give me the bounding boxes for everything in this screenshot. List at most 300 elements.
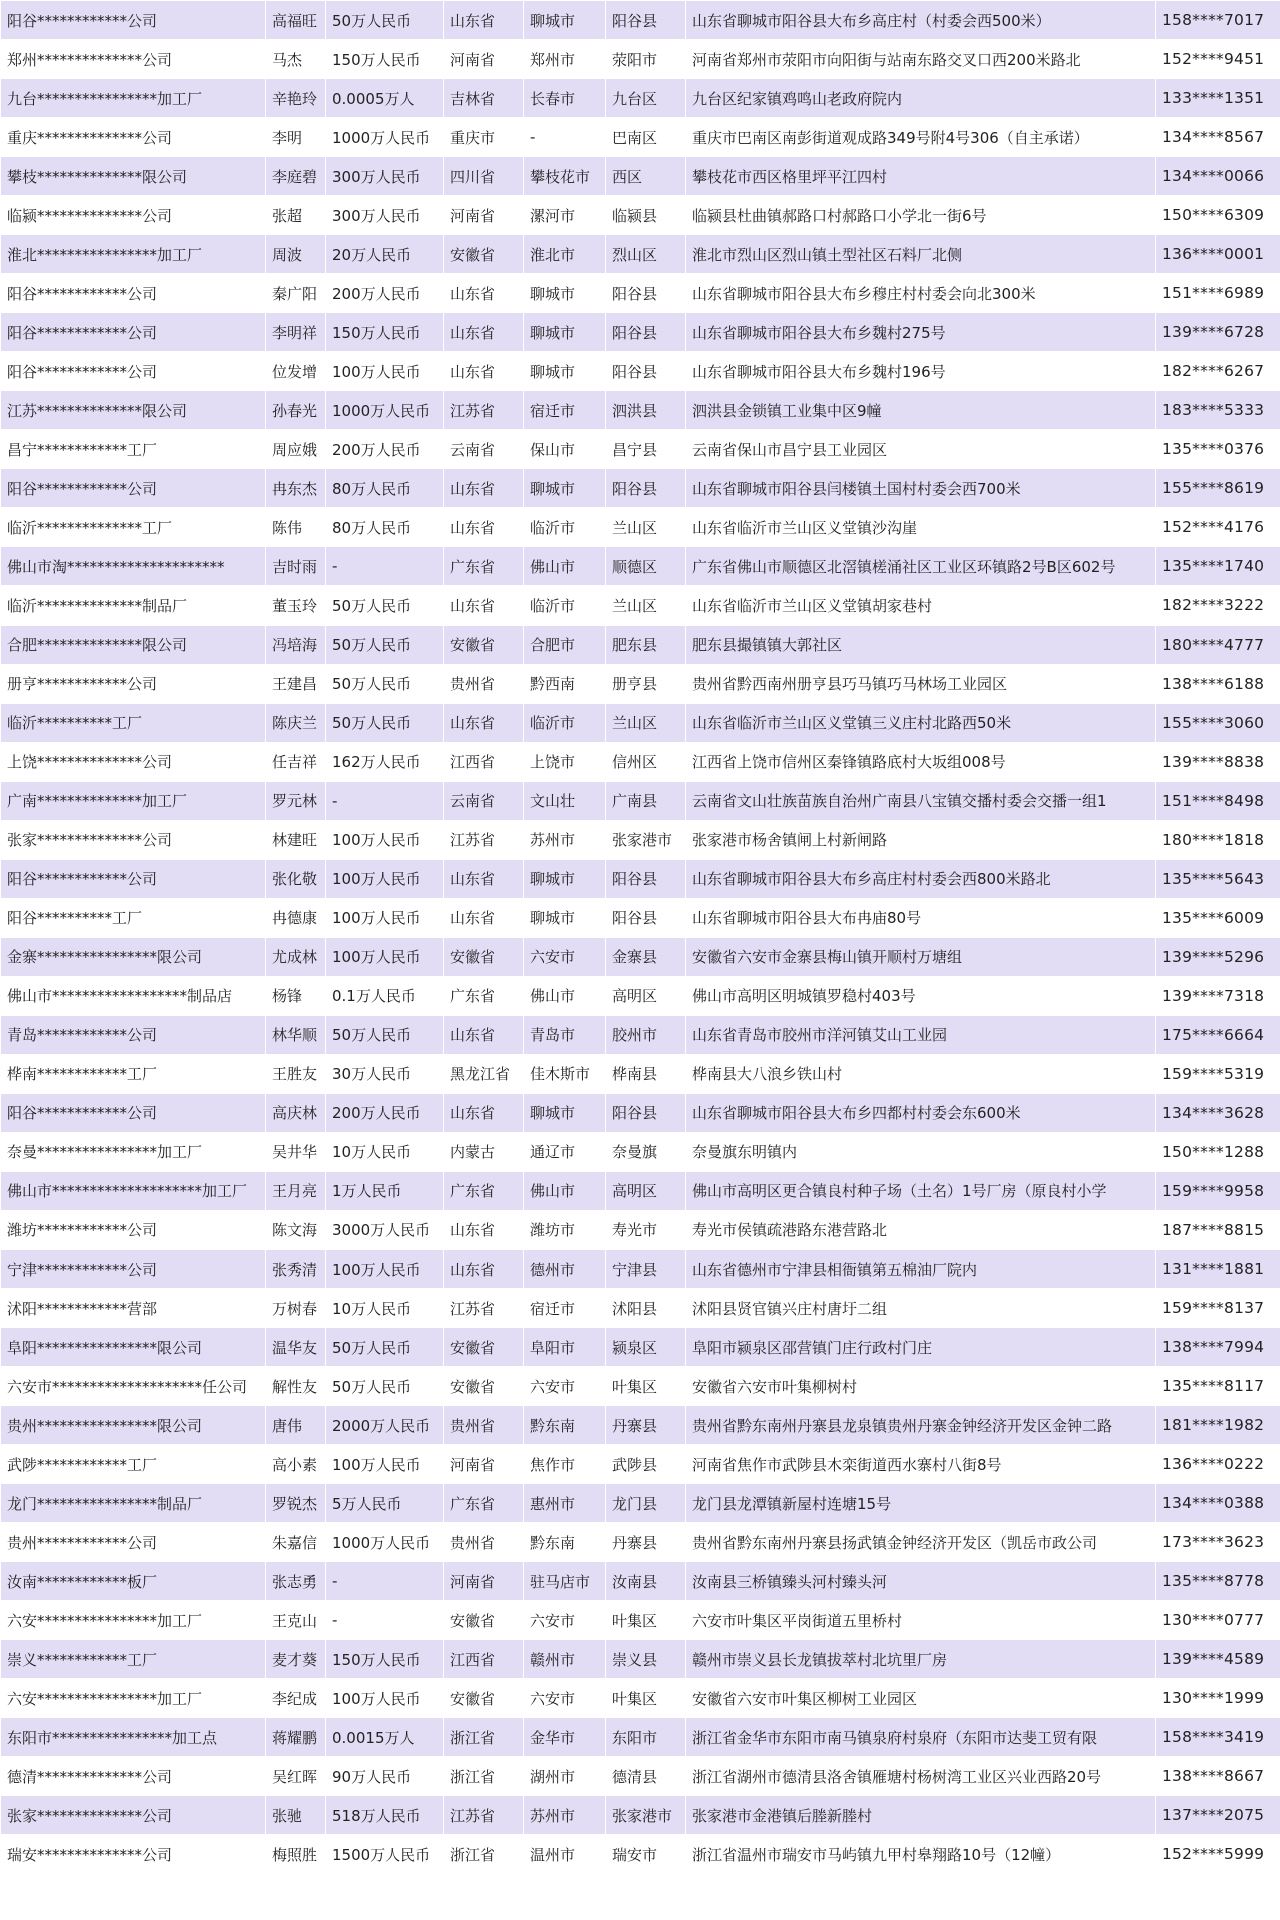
province-cell: 江西省 [444,742,524,781]
registered-capital-cell: - [326,547,444,586]
address-cell: 山东省临沂市兰山区义堂镇三义庄村北路西50米 [686,703,1156,742]
province-cell: 山东省 [444,313,524,352]
company-name-cell: 瑞安**************公司 [1,1835,266,1874]
address-cell: 广东省佛山市顺德区北滘镇槎涌社区工业区环镇路2号B区602号 [686,547,1156,586]
city-cell: 赣州市 [524,1640,606,1679]
district-cell: 高明区 [606,1171,686,1210]
phone-cell: 158****3419 [1156,1718,1280,1757]
registered-capital-cell: 30万人民币 [326,1054,444,1093]
city-cell: 聊城市 [524,469,606,508]
province-cell: 四川省 [444,157,524,196]
province-cell: 山东省 [444,1093,524,1132]
phone-cell: 139****6728 [1156,313,1280,352]
contact-name-cell: 万树春 [266,1289,326,1328]
city-cell: 攀枝花市 [524,157,606,196]
registered-capital-cell: 100万人民币 [326,859,444,898]
company-name-cell: 临沂**********工厂 [1,703,266,742]
address-cell: 山东省聊城市阳谷县大布乡穆庄村村委会向北300米 [686,274,1156,313]
company-name-cell: 潍坊************公司 [1,1210,266,1249]
table-row [1,235,1280,274]
company-name-cell: 阳谷************公司 [1,859,266,898]
table-row [1,1210,1280,1249]
phone-cell: 134****3628 [1156,1093,1280,1132]
registered-capital-cell: 100万人民币 [326,1679,444,1718]
company-name-cell: 金寨****************限公司 [1,937,266,976]
registered-capital-cell: 0.0015万人 [326,1718,444,1757]
city-cell: 佛山市 [524,976,606,1015]
registered-capital-cell: - [326,1562,444,1601]
contact-name-cell: 尤成林 [266,937,326,976]
company-name-cell: 重庆**************公司 [1,118,266,157]
registered-capital-cell: 50万人民币 [326,625,444,664]
phone-cell: 139****4589 [1156,1640,1280,1679]
city-cell: 文山壮 [524,781,606,820]
district-cell: 阳谷县 [606,859,686,898]
contact-name-cell: 麦才葵 [266,1640,326,1679]
contact-name-cell: 吉时雨 [266,547,326,586]
address-cell: 河南省焦作市武陟县木栾街道西水寨村八街8号 [686,1445,1156,1484]
table-row [1,430,1280,469]
district-cell: 叶集区 [606,1367,686,1406]
province-cell: 云南省 [444,781,524,820]
province-cell: 山东省 [444,859,524,898]
contact-name-cell: 陈文海 [266,1210,326,1249]
city-cell: 湖州市 [524,1757,606,1796]
address-cell: 贵州省黔西南州册亨县巧马镇巧马林场工业园区 [686,664,1156,703]
contact-name-cell: 张驰 [266,1796,326,1835]
company-name-cell: 张家**************公司 [1,820,266,859]
district-cell: 崇义县 [606,1640,686,1679]
phone-cell: 173****3623 [1156,1523,1280,1562]
registered-capital-cell: 80万人民币 [326,508,444,547]
district-cell: 桦南县 [606,1054,686,1093]
phone-cell: 150****1288 [1156,1132,1280,1171]
company-name-cell: 崇义************工厂 [1,1640,266,1679]
contact-name-cell: 任吉祥 [266,742,326,781]
contact-name-cell: 李明祥 [266,313,326,352]
city-cell: 六安市 [524,937,606,976]
contact-name-cell: 朱嘉信 [266,1523,326,1562]
city-cell: 阜阳市 [524,1328,606,1367]
company-name-cell: 沭阳************营部 [1,1289,266,1328]
company-name-cell: 阳谷************公司 [1,469,266,508]
phone-cell: 131****1881 [1156,1250,1280,1289]
company-name-cell: 合肥**************限公司 [1,625,266,664]
table-row [1,703,1280,742]
company-name-cell: 昌宁************工厂 [1,430,266,469]
company-name-cell: 德清**************公司 [1,1757,266,1796]
table-row [1,781,1280,820]
address-cell: 阜阳市颍泉区邵营镇门庄行政村门庄 [686,1328,1156,1367]
company-name-cell: 贵州************公司 [1,1523,266,1562]
table-row [1,313,1280,352]
city-cell: 聊城市 [524,898,606,937]
registered-capital-cell: 150万人民币 [326,40,444,79]
address-cell: 山东省临沂市兰山区义堂镇胡家巷村 [686,586,1156,625]
address-cell: 浙江省温州市瑞安市马屿镇九甲村皋翔路10号（12幢） [686,1835,1156,1874]
province-cell: 安徽省 [444,1601,524,1640]
contact-name-cell: 张秀清 [266,1250,326,1289]
table-row [1,1523,1280,1562]
district-cell: 阳谷县 [606,1,686,40]
city-cell: 黔西南 [524,664,606,703]
city-cell: 聊城市 [524,859,606,898]
phone-cell: 155****8619 [1156,469,1280,508]
contact-name-cell: 王胜友 [266,1054,326,1093]
contact-name-cell: 吴井华 [266,1132,326,1171]
province-cell: 安徽省 [444,1367,524,1406]
registered-capital-cell: 1000万人民币 [326,1523,444,1562]
address-cell: 佛山市高明区明城镇罗稳村403号 [686,976,1156,1015]
contact-name-cell: 孙春光 [266,391,326,430]
phone-cell: 159****5319 [1156,1054,1280,1093]
registered-capital-cell: 1万人民币 [326,1171,444,1210]
contact-name-cell: 冉德康 [266,898,326,937]
address-cell: 攀枝花市西区格里坪平江四村 [686,157,1156,196]
district-cell: 高明区 [606,976,686,1015]
company-name-cell: 桦南************工厂 [1,1054,266,1093]
address-cell: 安徽省六安市叶集柳树村 [686,1367,1156,1406]
table-row [1,1054,1280,1093]
province-cell: 山东省 [444,586,524,625]
contact-name-cell: 唐伟 [266,1406,326,1445]
district-cell: 丹寨县 [606,1406,686,1445]
registered-capital-cell: 100万人民币 [326,1250,444,1289]
district-cell: 阳谷县 [606,1093,686,1132]
district-cell: 颍泉区 [606,1328,686,1367]
registered-capital-cell: 0.1万人民币 [326,976,444,1015]
address-cell: 山东省聊城市阳谷县大布乡魏村275号 [686,313,1156,352]
contact-name-cell: 高福旺 [266,1,326,40]
district-cell: 临颍县 [606,196,686,235]
company-name-cell: 阳谷************公司 [1,352,266,391]
registered-capital-cell: 5万人民币 [326,1484,444,1523]
city-cell: 黔东南 [524,1406,606,1445]
phone-cell: 183****5333 [1156,391,1280,430]
address-cell: 临颍县杜曲镇郝路口村郝路口小学北一街6号 [686,196,1156,235]
city-cell: 聊城市 [524,352,606,391]
district-cell: 张家港市 [606,820,686,859]
table-row [1,664,1280,703]
company-name-cell: 佛山市******************制品店 [1,976,266,1015]
city-cell: 聊城市 [524,274,606,313]
city-cell: 惠州市 [524,1484,606,1523]
city-cell: 佛山市 [524,1171,606,1210]
city-cell: 黔东南 [524,1523,606,1562]
company-name-cell: 九台****************加工厂 [1,79,266,118]
address-cell: 龙门县龙潭镇新屋村连塘15号 [686,1484,1156,1523]
contact-name-cell: 陈庆兰 [266,703,326,742]
phone-cell: 159****8137 [1156,1289,1280,1328]
company-name-cell: 阜阳****************限公司 [1,1328,266,1367]
address-cell: 肥东县撮镇镇大郭社区 [686,625,1156,664]
province-cell: 贵州省 [444,664,524,703]
table-row [1,1328,1280,1367]
phone-cell: 187****8815 [1156,1210,1280,1249]
registered-capital-cell: 10万人民币 [326,1132,444,1171]
district-cell: 德清县 [606,1757,686,1796]
company-name-cell: 佛山市淘********************* [1,547,266,586]
table-row [1,508,1280,547]
table-row [1,391,1280,430]
address-cell: 贵州省黔东南州丹寨县扬武镇金钟经济开发区（凯岳市政公司 [686,1523,1156,1562]
contact-name-cell: 位发增 [266,352,326,391]
district-cell: 金寨县 [606,937,686,976]
table-row [1,157,1280,196]
address-cell: 山东省聊城市阳谷县大布冉庙80号 [686,898,1156,937]
district-cell: 泗洪县 [606,391,686,430]
city-cell: 聊城市 [524,313,606,352]
table-row [1,1250,1280,1289]
phone-cell: 150****6309 [1156,196,1280,235]
province-cell: 山东省 [444,703,524,742]
district-cell: 奈曼旗 [606,1132,686,1171]
company-name-cell: 攀枝**************限公司 [1,157,266,196]
contact-name-cell: 冉东杰 [266,469,326,508]
registered-capital-cell: - [326,781,444,820]
city-cell: 长春市 [524,79,606,118]
registered-capital-cell: 50万人民币 [326,1328,444,1367]
city-cell: 合肥市 [524,625,606,664]
table-row [1,1289,1280,1328]
province-cell: 浙江省 [444,1757,524,1796]
contact-name-cell: 杨锋 [266,976,326,1015]
district-cell: 叶集区 [606,1679,686,1718]
province-cell: 山东省 [444,274,524,313]
province-cell: 江苏省 [444,1289,524,1328]
province-cell: 安徽省 [444,1679,524,1718]
registered-capital-cell: 10万人民币 [326,1289,444,1328]
phone-cell: 130****0777 [1156,1601,1280,1640]
company-name-cell: 青岛************公司 [1,1015,266,1054]
district-cell: 兰山区 [606,508,686,547]
phone-cell: 134****8567 [1156,118,1280,157]
table-row [1,1406,1280,1445]
address-cell: 浙江省金华市东阳市南马镇泉府村泉府（东阳市达斐工贸有限 [686,1718,1156,1757]
registered-capital-cell: 3000万人民币 [326,1210,444,1249]
contact-name-cell: 王建昌 [266,664,326,703]
city-cell: 温州市 [524,1835,606,1874]
city-cell: 青岛市 [524,1015,606,1054]
city-cell: 聊城市 [524,1093,606,1132]
registered-capital-cell: 1500万人民币 [326,1835,444,1874]
contact-name-cell: 冯培海 [266,625,326,664]
phone-cell: 136****0001 [1156,235,1280,274]
city-cell: 临沂市 [524,508,606,547]
company-name-cell: 江苏**************限公司 [1,391,266,430]
table-row [1,1171,1280,1210]
address-cell: 沭阳县贤官镇兴庄村唐圩二组 [686,1289,1156,1328]
table-row [1,118,1280,157]
registered-capital-cell: 300万人民币 [326,196,444,235]
province-cell: 浙江省 [444,1718,524,1757]
table-body [1,1,1280,1875]
city-cell: 通辽市 [524,1132,606,1171]
contact-name-cell: 周应娥 [266,430,326,469]
phone-cell: 134****0388 [1156,1484,1280,1523]
district-cell: 叶集区 [606,1601,686,1640]
table-row [1,976,1280,1015]
province-cell: 山东省 [444,1015,524,1054]
contact-name-cell: 周波 [266,235,326,274]
contact-name-cell: 林华顺 [266,1015,326,1054]
table-row [1,937,1280,976]
address-cell: 张家港市金港镇后塍新塍村 [686,1796,1156,1835]
city-cell: 六安市 [524,1601,606,1640]
table-row [1,625,1280,664]
company-name-cell: 奈曼****************加工厂 [1,1132,266,1171]
address-cell: 安徽省六安市叶集区柳树工业园区 [686,1679,1156,1718]
phone-cell: 135****0376 [1156,430,1280,469]
company-name-cell: 淮北****************加工厂 [1,235,266,274]
registered-capital-cell: 162万人民币 [326,742,444,781]
district-cell: 九台区 [606,79,686,118]
phone-cell: 139****7318 [1156,976,1280,1015]
table-row [1,1132,1280,1171]
phone-cell: 135****8117 [1156,1367,1280,1406]
district-cell: 东阳市 [606,1718,686,1757]
contact-name-cell: 张化敬 [266,859,326,898]
address-cell: 贵州省黔东南州丹寨县龙泉镇贵州丹寨金钟经济开发区金钟二路 [686,1406,1156,1445]
city-cell: 德州市 [524,1250,606,1289]
address-cell: 泗洪县金锁镇工业集中区9幢 [686,391,1156,430]
district-cell: 巴南区 [606,118,686,157]
province-cell: 山东省 [444,898,524,937]
address-cell: 张家港市杨舍镇闸上村新闸路 [686,820,1156,859]
phone-cell: 130****1999 [1156,1679,1280,1718]
district-cell: 兰山区 [606,586,686,625]
registered-capital-cell: 100万人民币 [326,937,444,976]
province-cell: 安徽省 [444,1328,524,1367]
registered-capital-cell: 200万人民币 [326,274,444,313]
address-cell: 浙江省湖州市德清县洛舍镇雁塘村杨树湾工业区兴业西路20号 [686,1757,1156,1796]
contact-name-cell: 高庆林 [266,1093,326,1132]
registered-capital-cell: 200万人民币 [326,1093,444,1132]
province-cell: 山东省 [444,1250,524,1289]
city-cell: 焦作市 [524,1445,606,1484]
district-cell: 阳谷县 [606,352,686,391]
company-name-cell: 贵州****************限公司 [1,1406,266,1445]
province-cell: 浙江省 [444,1835,524,1874]
city-cell: 郑州市 [524,40,606,79]
city-cell: 聊城市 [524,1,606,40]
address-cell: 山东省聊城市阳谷县闫楼镇土国村村委会西700米 [686,469,1156,508]
contact-name-cell: 董玉玲 [266,586,326,625]
company-name-cell: 阳谷************公司 [1,313,266,352]
phone-cell: 180****4777 [1156,625,1280,664]
table-row [1,274,1280,313]
province-cell: 重庆市 [444,118,524,157]
address-cell: 河南省郑州市荥阳市向阳街与站南东路交叉口西200米路北 [686,40,1156,79]
phone-cell: 136****0222 [1156,1445,1280,1484]
phone-cell: 137****2075 [1156,1796,1280,1835]
district-cell: 肥东县 [606,625,686,664]
registered-capital-cell: 80万人民币 [326,469,444,508]
company-name-cell: 阳谷**********工厂 [1,898,266,937]
district-cell: 信州区 [606,742,686,781]
district-cell: 沭阳县 [606,1289,686,1328]
address-cell: 九台区纪家镇鸡鸣山老政府院内 [686,79,1156,118]
city-cell: 佛山市 [524,547,606,586]
province-cell: 内蒙古 [444,1132,524,1171]
city-cell: 驻马店市 [524,1562,606,1601]
company-name-cell: 阳谷************公司 [1,1093,266,1132]
contact-name-cell: 辛艳玲 [266,79,326,118]
registered-capital-cell: 50万人民币 [326,703,444,742]
city-cell: 金华市 [524,1718,606,1757]
address-cell: 山东省聊城市阳谷县大布乡魏村196号 [686,352,1156,391]
province-cell: 云南省 [444,430,524,469]
province-cell: 河南省 [444,40,524,79]
district-cell: 瑞安市 [606,1835,686,1874]
district-cell: 兰山区 [606,703,686,742]
city-cell: 临沂市 [524,586,606,625]
company-name-cell: 六安市********************任公司 [1,1367,266,1406]
company-name-cell: 龙门****************制品厂 [1,1484,266,1523]
contact-name-cell: 高小素 [266,1445,326,1484]
phone-cell: 135****1740 [1156,547,1280,586]
city-cell: - [524,118,606,157]
phone-cell: 151****6989 [1156,274,1280,313]
registered-capital-cell: 50万人民币 [326,1367,444,1406]
address-cell: 云南省文山壮族苗族自治州广南县八宝镇交播村委会交播一组1 [686,781,1156,820]
company-name-cell: 上饶**************公司 [1,742,266,781]
contact-name-cell: 李纪成 [266,1679,326,1718]
phone-cell: 135****6009 [1156,898,1280,937]
province-cell: 山东省 [444,1,524,40]
registered-capital-cell: 1000万人民币 [326,118,444,157]
table-row [1,196,1280,235]
table-row [1,859,1280,898]
contact-name-cell: 梅照胜 [266,1835,326,1874]
address-cell: 山东省德州市宁津县相衙镇第五棉油厂院内 [686,1250,1156,1289]
registered-capital-cell: 20万人民币 [326,235,444,274]
registered-capital-cell: 50万人民币 [326,664,444,703]
contact-name-cell: 马杰 [266,40,326,79]
table-row [1,1093,1280,1132]
district-cell: 阳谷县 [606,313,686,352]
district-cell: 荥阳市 [606,40,686,79]
registered-capital-cell: 150万人民币 [326,1640,444,1679]
address-cell: 山东省临沂市兰山区义堂镇沙沟崖 [686,508,1156,547]
address-cell: 云南省保山市昌宁县工业园区 [686,430,1156,469]
registered-capital-cell: 50万人民币 [326,1015,444,1054]
phone-cell: 135****8778 [1156,1562,1280,1601]
table-row [1,1796,1280,1835]
company-name-cell: 宁津************公司 [1,1250,266,1289]
registered-capital-cell: 100万人民币 [326,1445,444,1484]
contact-name-cell: 解性友 [266,1367,326,1406]
registered-capital-cell: - [326,1601,444,1640]
company-name-cell: 阳谷************公司 [1,1,266,40]
table-row [1,1562,1280,1601]
company-name-cell: 临沂**************工厂 [1,508,266,547]
city-cell: 佳木斯市 [524,1054,606,1093]
phone-cell: 181****1982 [1156,1406,1280,1445]
address-cell: 江西省上饶市信州区秦锋镇路底村大坂组008号 [686,742,1156,781]
registered-capital-cell: 0.0005万人 [326,79,444,118]
address-cell: 桦南县大八浪乡铁山村 [686,1054,1156,1093]
province-cell: 河南省 [444,196,524,235]
phone-cell: 138****7994 [1156,1328,1280,1367]
city-cell: 淮北市 [524,235,606,274]
district-cell: 武陟县 [606,1445,686,1484]
table-row [1,40,1280,79]
province-cell: 江苏省 [444,1796,524,1835]
registered-capital-cell: 90万人民币 [326,1757,444,1796]
phone-cell: 158****7017 [1156,1,1280,40]
district-cell: 顺德区 [606,547,686,586]
